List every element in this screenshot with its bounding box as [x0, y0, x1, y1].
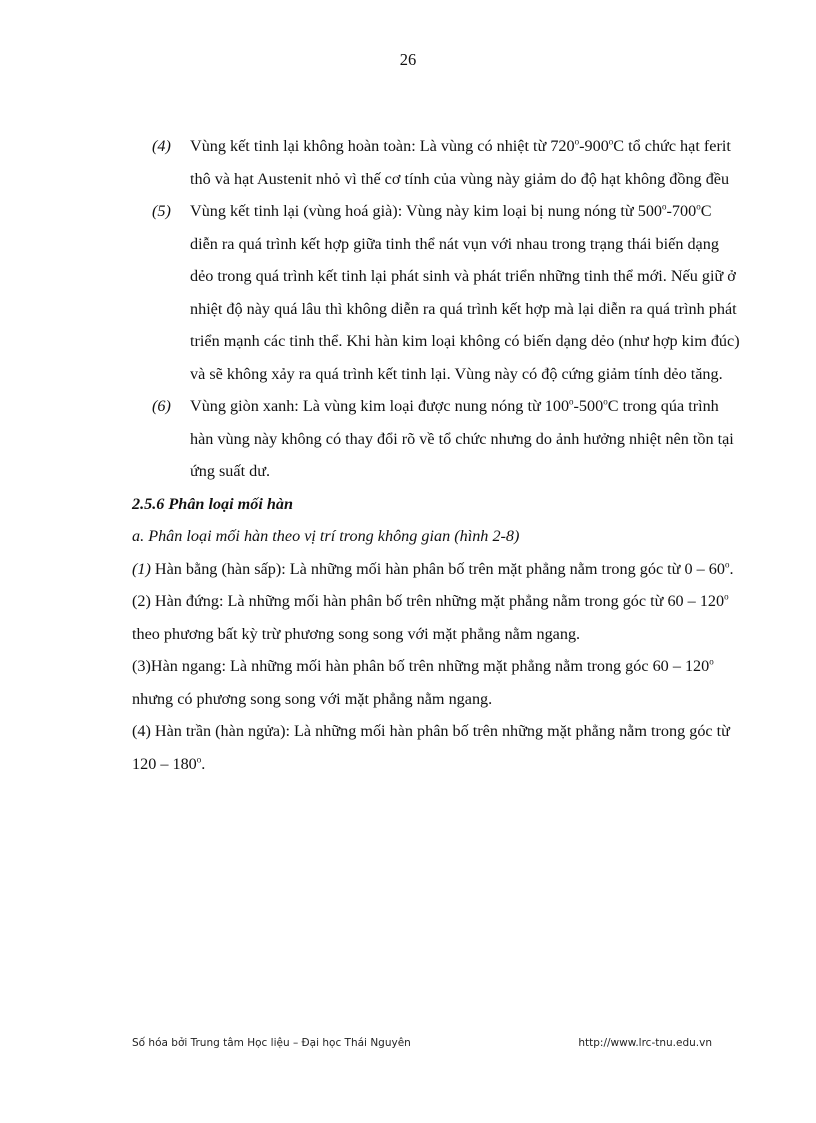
position-item-3: (3)Hàn ngang: Là những mối hàn phân bố trên những mặt phẳng nằm trong góc 60 – 120$^o$ nhưng có phương song song với mặt phẳng nằm ngang. — [132, 656, 714, 708]
footer-source: Số hóa bởi Trung tâm Học liệu – Đại học Thái Nguyên — [132, 1037, 411, 1049]
zone-text: Vùng giòn xanh: Là vùng kim loại được nung nóng từ 100$^o$-500$^o$C trong qúa trình hàn vùng này không có thay đổi rõ về tổ chức nhưng do ảnh hưởng nhiệt nên tồn tại ứng suất dư. — [190, 396, 734, 480]
zone-text: Vùng kết tinh lại không hoàn toàn: Là vùng có nhiệt từ 720$^o$-900$^o$C tổ chức hạt ferit thô và hạt Austenit nhỏ vì thế cơ tính của vùng này giảm do độ hạt không đồng đều — [190, 136, 731, 188]
position-item-2: (2) Hàn đứng: Là những mối hàn phân bố trên những mặt phẳng nằm trong góc từ 60 – 120$^o$ theo phương bất kỳ trừ phương song song với mặt phẳng nằm ngang. — [132, 591, 729, 643]
page-number: 26 — [399, 50, 417, 69]
footer-url: http://www.lrc-tnu.edu.vn — [578, 1037, 712, 1049]
zone-item-5 — [152, 195, 742, 390]
zone-number: (4) — [152, 137, 171, 155]
position-item-1: (1) Hàn bằng (hàn sấp): Là những mối hàn phân bố trên mặt phẳng nằm trong góc từ 0 – 60$^o$. — [132, 559, 734, 578]
zone-number: (6) — [152, 397, 171, 415]
zone-text: Vùng kết tinh lại (vùng hoá già): Vùng này kim loại bị nung nóng từ 500$^o$-700$^o$C diễn ra quá trình kết hợp giữa tinh thể nát vụn với nhau trong trạng thái biến dạng dẻo trong quá trình kết tinh lại phát sinh và phát triển những tinh thể mới. Nếu giữ ở nhiệt độ này quá lâu thì không diễn ra quá trình kết hợp mà lại diễn ra quá trình phát triển mạnh các tinh thể. Khi hàn kim loại không có biến dạng dẻo (như hợp kim đúc) và sẽ không xảy ra quá trình kết tinh lại. Vùng này có độ cứng giảm tính dẻo tăng. — [190, 201, 740, 383]
page-body — [132, 130, 742, 780]
section-heading: 2.5.6 Phân loại mối hàn — [132, 494, 294, 513]
position-item-4: (4) Hàn trần (hàn ngửa): Là những mối hàn phân bố trên những mặt phẳng nằm trong góc từ 120 – 180$^o$. — [132, 722, 730, 773]
zone-item-4 — [152, 130, 742, 195]
subsection-heading: a. Phân loại mối hàn theo vị trí trong không gian (hình 2-8) — [132, 527, 520, 545]
zone-item-6 — [152, 390, 742, 488]
zone-number: (5) — [152, 202, 171, 220]
page-footer — [132, 1037, 712, 1049]
